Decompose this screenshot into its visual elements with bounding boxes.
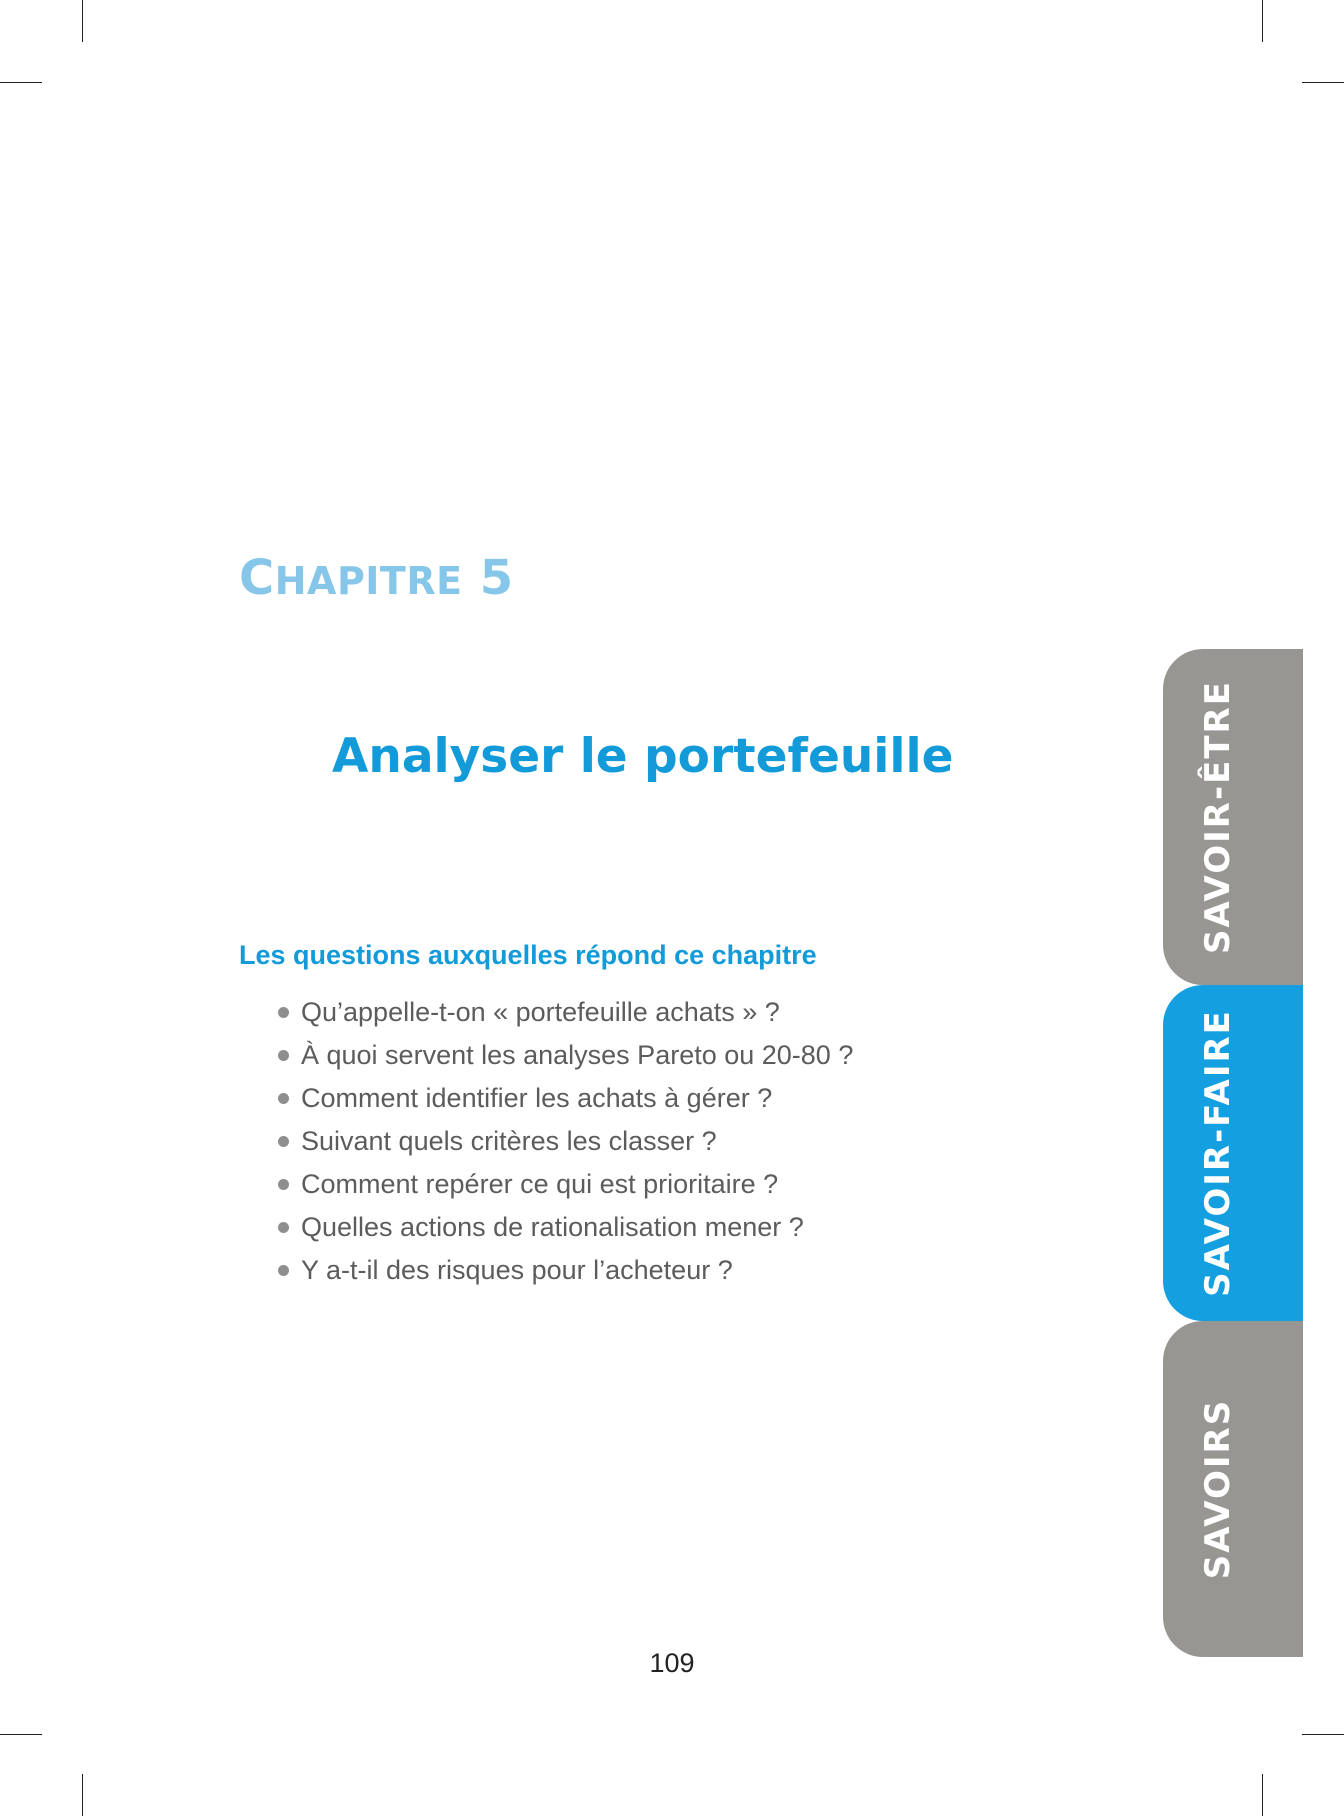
side-tab-label: SAVOIR-FAIRE — [1198, 1009, 1238, 1297]
crop-mark-top-left — [82, 0, 83, 42]
crop-mark-bottom-right — [1262, 1774, 1263, 1816]
list-item — [278, 1249, 853, 1292]
side-tab-savoirs — [1163, 1321, 1303, 1657]
question-text: À quoi servent les analyses Pareto ou 20-80 ? — [301, 1040, 854, 1070]
list-item — [278, 991, 853, 1034]
bullet-icon — [278, 1050, 289, 1061]
chapter-title: Analyser le portefeuille — [332, 729, 954, 784]
list-item — [278, 1206, 853, 1249]
crop-mark-bottom-left-h — [0, 1734, 42, 1735]
bullet-icon — [278, 1136, 289, 1147]
list-item — [278, 1163, 853, 1206]
crop-mark-top-right-h — [1302, 82, 1344, 83]
crop-mark-bottom-left — [82, 1774, 83, 1816]
crop-mark-top-left-h — [0, 82, 42, 83]
crop-mark-top-right — [1262, 0, 1263, 42]
questions-list — [278, 991, 853, 1292]
bullet-icon — [278, 1179, 289, 1190]
list-item — [278, 1077, 853, 1120]
page-number: 109 — [649, 1648, 695, 1678]
questions-heading: Les questions auxquelles répond ce chapitre — [239, 940, 817, 970]
chapter-number: 5 — [479, 550, 514, 606]
question-text: Qu’appelle-t-on « portefeuille achats » ? — [301, 997, 780, 1027]
side-tab-savoir-faire — [1163, 985, 1303, 1321]
list-item — [278, 1034, 853, 1077]
question-text: Quelles actions de rationalisation mener ? — [301, 1212, 804, 1242]
question-text: Y a-t-il des risques pour l’acheteur ? — [301, 1255, 733, 1285]
bullet-icon — [278, 1007, 289, 1018]
crop-mark-bottom-right-h — [1302, 1734, 1344, 1735]
bullet-icon — [278, 1222, 289, 1233]
chapter-label-initial: C — [239, 550, 275, 606]
chapter-label-word: HAPITRE — [274, 559, 463, 603]
bullet-icon — [278, 1093, 289, 1104]
question-text: Suivant quels critères les classer ? — [301, 1126, 717, 1156]
side-tab-label: SAVOIRS — [1198, 1398, 1238, 1580]
side-tab-savoir-etre — [1163, 649, 1303, 985]
chapter-label — [239, 550, 514, 609]
question-text: Comment identifier les achats à gérer ? — [301, 1083, 773, 1113]
side-tab-label: SAVOIR-ÊTRE — [1198, 680, 1238, 954]
bullet-icon — [278, 1265, 289, 1276]
list-item — [278, 1120, 853, 1163]
question-text: Comment repérer ce qui est prioritaire ? — [301, 1169, 779, 1199]
